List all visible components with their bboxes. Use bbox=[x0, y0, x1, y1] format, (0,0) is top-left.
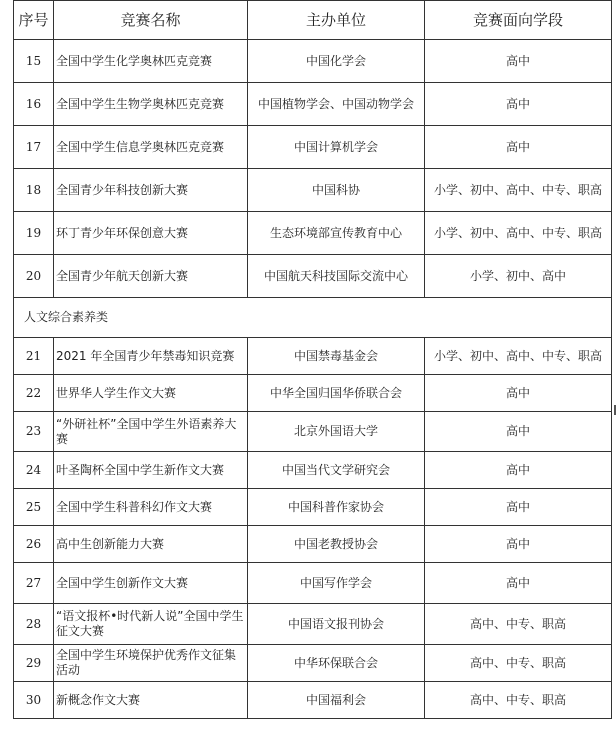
row-name: 全国中学生科普科幻作文大赛 bbox=[54, 489, 248, 526]
row-org: 中国当代文学研究会 bbox=[248, 452, 425, 489]
row-stage: 小学、初中、高中、中专、职高 bbox=[425, 169, 612, 212]
header-org: 主办单位 bbox=[248, 1, 425, 40]
row-no: 28 bbox=[14, 604, 54, 645]
row-no: 16 bbox=[14, 83, 54, 126]
row-name: 全国中学生化学奥林匹克竞赛 bbox=[54, 40, 248, 83]
section-row bbox=[14, 298, 612, 338]
row-name: 全国中学生环境保护优秀作文征集活动 bbox=[54, 645, 248, 682]
row-no: 22 bbox=[14, 375, 54, 412]
section-label: 人文综合素养类 bbox=[14, 298, 612, 338]
row-name: “外研社杯”全国中学生外语素养大赛 bbox=[54, 412, 248, 452]
row-org: 中国航天科技国际交流中心 bbox=[248, 255, 425, 298]
row-stage: 小学、初中、高中 bbox=[425, 255, 612, 298]
row-no: 25 bbox=[14, 489, 54, 526]
row-org: 中华全国归国华侨联合会 bbox=[248, 375, 425, 412]
row-stage: 高中 bbox=[425, 40, 612, 83]
row-no: 20 bbox=[14, 255, 54, 298]
row-stage: 小学、初中、高中、中专、职高 bbox=[425, 338, 612, 375]
row-no: 18 bbox=[14, 169, 54, 212]
table-row bbox=[14, 212, 612, 255]
header-stage: 竞赛面向学段 bbox=[425, 1, 612, 40]
header-no: 序号 bbox=[14, 1, 54, 40]
row-org: 中国化学会 bbox=[248, 40, 425, 83]
row-name: 全国中学生创新作文大赛 bbox=[54, 563, 248, 604]
row-org: 中国科协 bbox=[248, 169, 425, 212]
row-no: 27 bbox=[14, 563, 54, 604]
table-row bbox=[14, 169, 612, 212]
row-org: 中国写作学会 bbox=[248, 563, 425, 604]
row-name: 全国中学生生物学奥林匹克竞赛 bbox=[54, 83, 248, 126]
table-row bbox=[14, 40, 612, 83]
row-stage: 高中 bbox=[425, 452, 612, 489]
row-stage: 高中 bbox=[425, 83, 612, 126]
row-no: 15 bbox=[14, 40, 54, 83]
row-stage: 高中 bbox=[425, 126, 612, 169]
row-org: 中国语文报刊协会 bbox=[248, 604, 425, 645]
row-name: “语文报杯•时代新人说”全国中学生征文大赛 bbox=[54, 604, 248, 645]
header-row bbox=[14, 1, 612, 40]
table-row bbox=[14, 489, 612, 526]
table-row bbox=[14, 682, 612, 719]
table-row bbox=[14, 83, 612, 126]
row-name: 高中生创新能力大赛 bbox=[54, 526, 248, 563]
row-org: 北京外国语大学 bbox=[248, 412, 425, 452]
row-name: 全国中学生信息学奥林匹克竞赛 bbox=[54, 126, 248, 169]
row-stage: 高中、中专、职高 bbox=[425, 682, 612, 719]
row-org: 生态环境部宣传教育中心 bbox=[248, 212, 425, 255]
table-row bbox=[14, 255, 612, 298]
row-org: 中国禁毒基金会 bbox=[248, 338, 425, 375]
row-name: 世界华人学生作文大赛 bbox=[54, 375, 248, 412]
row-no: 29 bbox=[14, 645, 54, 682]
row-no: 19 bbox=[14, 212, 54, 255]
table-row bbox=[14, 452, 612, 489]
row-no: 23 bbox=[14, 412, 54, 452]
row-no: 17 bbox=[14, 126, 54, 169]
row-org: 中国植物学会、中国动物学会 bbox=[248, 83, 425, 126]
row-stage: 高中 bbox=[425, 375, 612, 412]
table-row bbox=[14, 375, 612, 412]
row-name: 叶圣陶杯全国中学生新作文大赛 bbox=[54, 452, 248, 489]
row-org: 中华环保联合会 bbox=[248, 645, 425, 682]
table-row bbox=[14, 563, 612, 604]
row-no: 21 bbox=[14, 338, 54, 375]
row-stage: 小学、初中、高中、中专、职高 bbox=[425, 212, 612, 255]
table-row bbox=[14, 126, 612, 169]
row-no: 26 bbox=[14, 526, 54, 563]
table-row bbox=[14, 604, 612, 645]
row-org: 中国福利会 bbox=[248, 682, 425, 719]
header-name: 竞赛名称 bbox=[54, 1, 248, 40]
row-stage: 高中 bbox=[425, 412, 612, 452]
row-name: 2021 年全国青少年禁毒知识竞赛 bbox=[54, 338, 248, 375]
row-no: 30 bbox=[14, 682, 54, 719]
row-org: 中国计算机学会 bbox=[248, 126, 425, 169]
row-stage: 高中、中专、职高 bbox=[425, 645, 612, 682]
row-org: 中国老教授协会 bbox=[248, 526, 425, 563]
row-name: 新概念作文大赛 bbox=[54, 682, 248, 719]
row-name: 环丁青少年环保创意大赛 bbox=[54, 212, 248, 255]
row-stage: 高中、中专、职高 bbox=[425, 604, 612, 645]
row-name: 全国青少年科技创新大赛 bbox=[54, 169, 248, 212]
row-no: 24 bbox=[14, 452, 54, 489]
table-row bbox=[14, 526, 612, 563]
row-stage: 高中 bbox=[425, 489, 612, 526]
competition-table bbox=[13, 0, 612, 719]
row-name: 全国青少年航天创新大赛 bbox=[54, 255, 248, 298]
row-org: 中国科普作家协会 bbox=[248, 489, 425, 526]
table-row bbox=[14, 645, 612, 682]
table-row bbox=[14, 338, 612, 375]
table-row bbox=[14, 412, 612, 452]
row-stage: 高中 bbox=[425, 563, 612, 604]
row-stage: 高中 bbox=[425, 526, 612, 563]
